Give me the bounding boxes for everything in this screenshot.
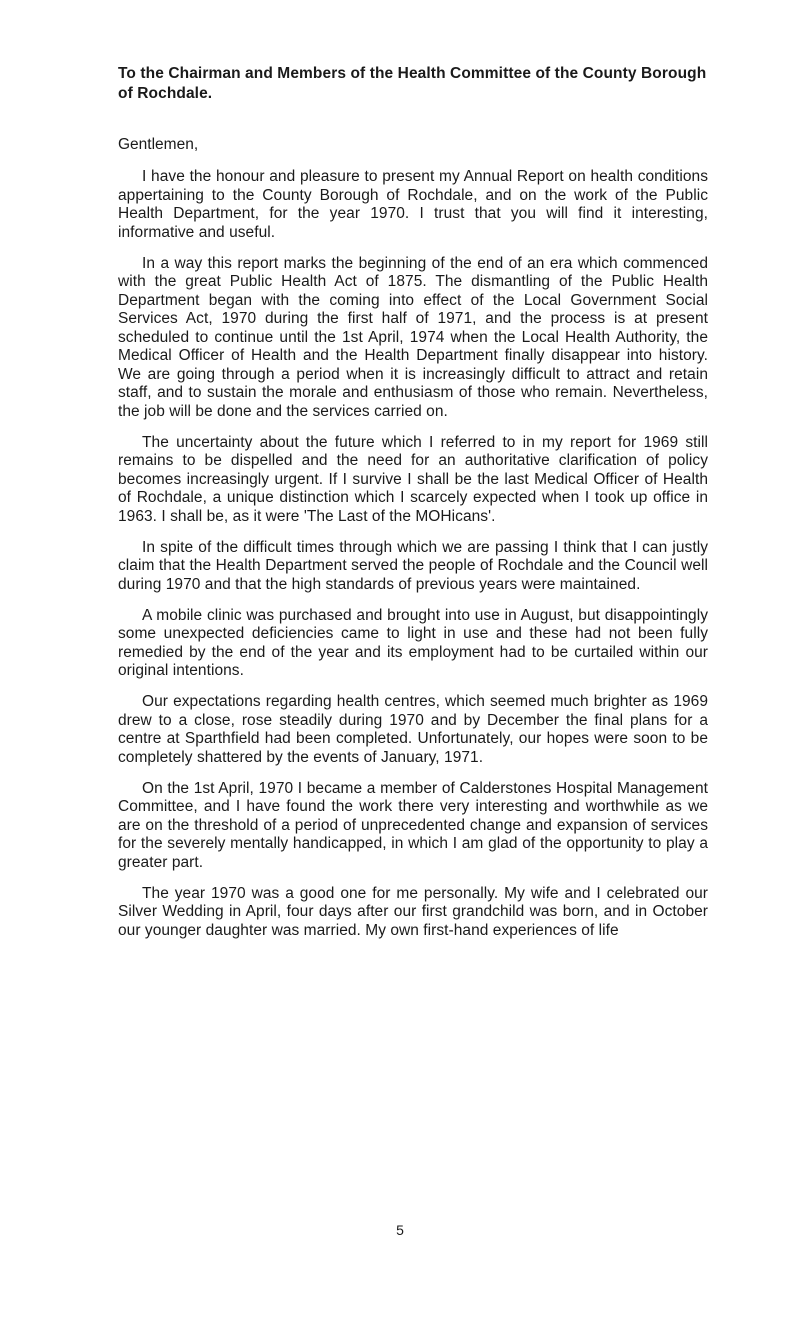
paragraph-introduction: I have the honour and pleasure to present my Annual Report on health conditions appertaining to the County Borough of Rochdale, and on the work of the Public Health Department, for the year 1970. I trust that you will find it interesting, informative and useful. xyxy=(118,168,708,241)
paragraph-mobile-clinic: A mobile clinic was purchased and brought into use in August, but disappointingly some unexpected deficiencies came to light in use and these had not been fully remedied by the end of the year and its employment had to be curtailed within our original intentions. xyxy=(118,606,708,679)
paragraph-end-of-era: In a way this report marks the beginning of the end of an era which commenced with the great Public Health Act of 1875. The dismantling of the Public Health Department began with the coming into effect of the Local Government Social Services Act, 1970 during the first half of 1971, and the process is at present scheduled to continue until the 1st April, 1974 when the Local Health Authority, the Medical Officer of Health and the Health Department finally disappear into history. We are going through a period when it is increasingly difficult to attract and retain staff, and to sustain the morale and enthusiasm of those who remain. Nevertheless, the job will be done and the services carried on. xyxy=(118,254,708,420)
paragraph-personal: The year 1970 was a good one for me personally. My wife and I celebrated our Silver Wedding in April, four days after our first grandchild was born, and in October our younger daughter was married. My own first-hand experiences of life xyxy=(118,884,708,939)
paragraph-calderstones: On the 1st April, 1970 I became a member of Calderstones Hospital Management Committee, and I have found the work there very interesting and worthwhile as we are on the threshold of a period of unprecedented change and expansion of services for the severely mentally handicapped, in which I am glad of the opportunity to play a greater part. xyxy=(118,779,708,871)
paragraph-health-centres: Our expectations regarding health centres, which seemed much brighter as 1969 drew to a close, rose steadily during 1970 and by December the final plans for a centre at Sparthfield had been completed. Unfortunately, our hopes were soon to be completely shattered by the events of January, 1971. xyxy=(118,693,708,766)
page-number: 5 xyxy=(396,1222,404,1238)
document-page xyxy=(118,64,708,953)
salutation: Gentlemen, xyxy=(118,136,199,153)
report-heading: To the Chairman and Members of the Health Committee of the County Borough of Rochdale. xyxy=(118,65,707,102)
paragraph-standards: In spite of the difficult times through which we are passing I think that I can justly claim that the Health Department served the people of Rochdale and the Council well during 1970 and that the high standards of previous years were maintained. xyxy=(118,538,708,593)
paragraph-uncertainty: The uncertainty about the future which I referred to in my report for 1969 still remains to be dispelled and the need for an authoritative clarification of policy becomes increasingly urgent. If I survive I shall be the last Medical Officer of Health of Rochdale, a unique distinction which I scarcely expected when I took up office in 1963. I shall be, as it were 'The Last of the MOHicans'. xyxy=(118,433,708,525)
